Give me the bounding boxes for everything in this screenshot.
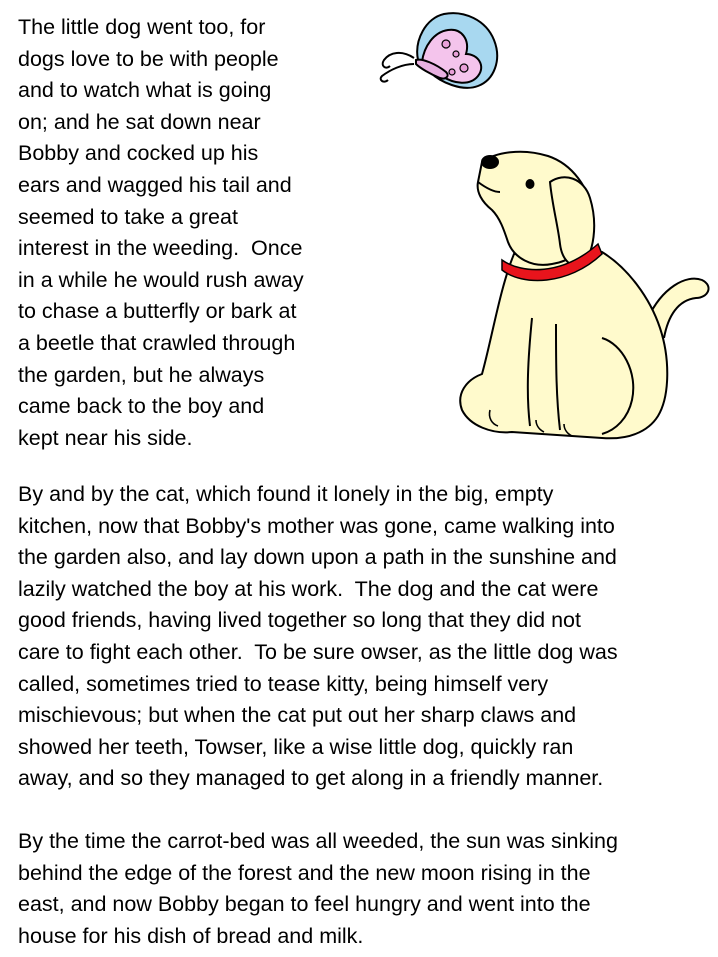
dog-icon	[452, 148, 718, 448]
text-line: in a while he would rush away	[18, 267, 304, 292]
text-line: the garden also, and lay down upon a path in the sunshine and	[18, 545, 617, 570]
story-paragraph-3	[18, 826, 708, 952]
text-line: called, sometimes tried to tease kitty, being himself very	[18, 671, 549, 696]
text-line: and to watch what is going	[18, 78, 272, 103]
butterfly-icon	[374, 10, 506, 94]
text-line: came back to the boy and	[18, 394, 265, 419]
text-line: seemed to take a great	[18, 204, 238, 229]
text-line: dogs love to be with people	[18, 46, 279, 71]
story-paragraph-2	[18, 479, 708, 795]
text-line: lazily watched the boy at his work. The dog and the cat were	[18, 576, 599, 601]
text-line: good friends, having lived together so long that they did not	[18, 608, 581, 633]
text-line: showed her teeth, Towser, like a wise little dog, quickly ran	[18, 734, 574, 759]
text-line: the garden, but he always	[18, 362, 265, 387]
text-line: kitchen, now that Bobby's mother was gone, came walking into	[18, 513, 615, 538]
story-paragraph-1	[18, 12, 358, 454]
text-line: to chase a butterfly or bark at	[18, 299, 297, 324]
text-line: a beetle that crawled through	[18, 330, 296, 355]
text-line: on; and he sat down near	[18, 109, 261, 134]
text-line: kept near his side.	[18, 425, 193, 450]
text-line: house for his dish of bread and milk.	[18, 923, 364, 948]
text-line: care to fight each other. To be sure owser, as the little dog was	[18, 639, 618, 664]
text-line: mischievous; but when the cat put out her sharp claws and	[18, 703, 577, 728]
text-line: away, and so they managed to get along in a friendly manner.	[18, 766, 604, 791]
text-line: east, and now Bobby began to feel hungry and went into the	[18, 892, 591, 917]
text-line: The little dog went too, for	[18, 15, 266, 39]
text-line: ears and wagged his tail and	[18, 172, 292, 197]
text-line: Bobby and cocked up his	[18, 141, 259, 166]
text-line: behind the edge of the forest and the new moon rising in the	[18, 860, 591, 885]
text-line: By and by the cat, which found it lonely in the big, empty	[18, 482, 554, 506]
text-line: By the time the carrot-bed was all weeded, the sun was sinking	[18, 829, 618, 853]
text-line: interest in the weeding. Once	[18, 236, 303, 261]
